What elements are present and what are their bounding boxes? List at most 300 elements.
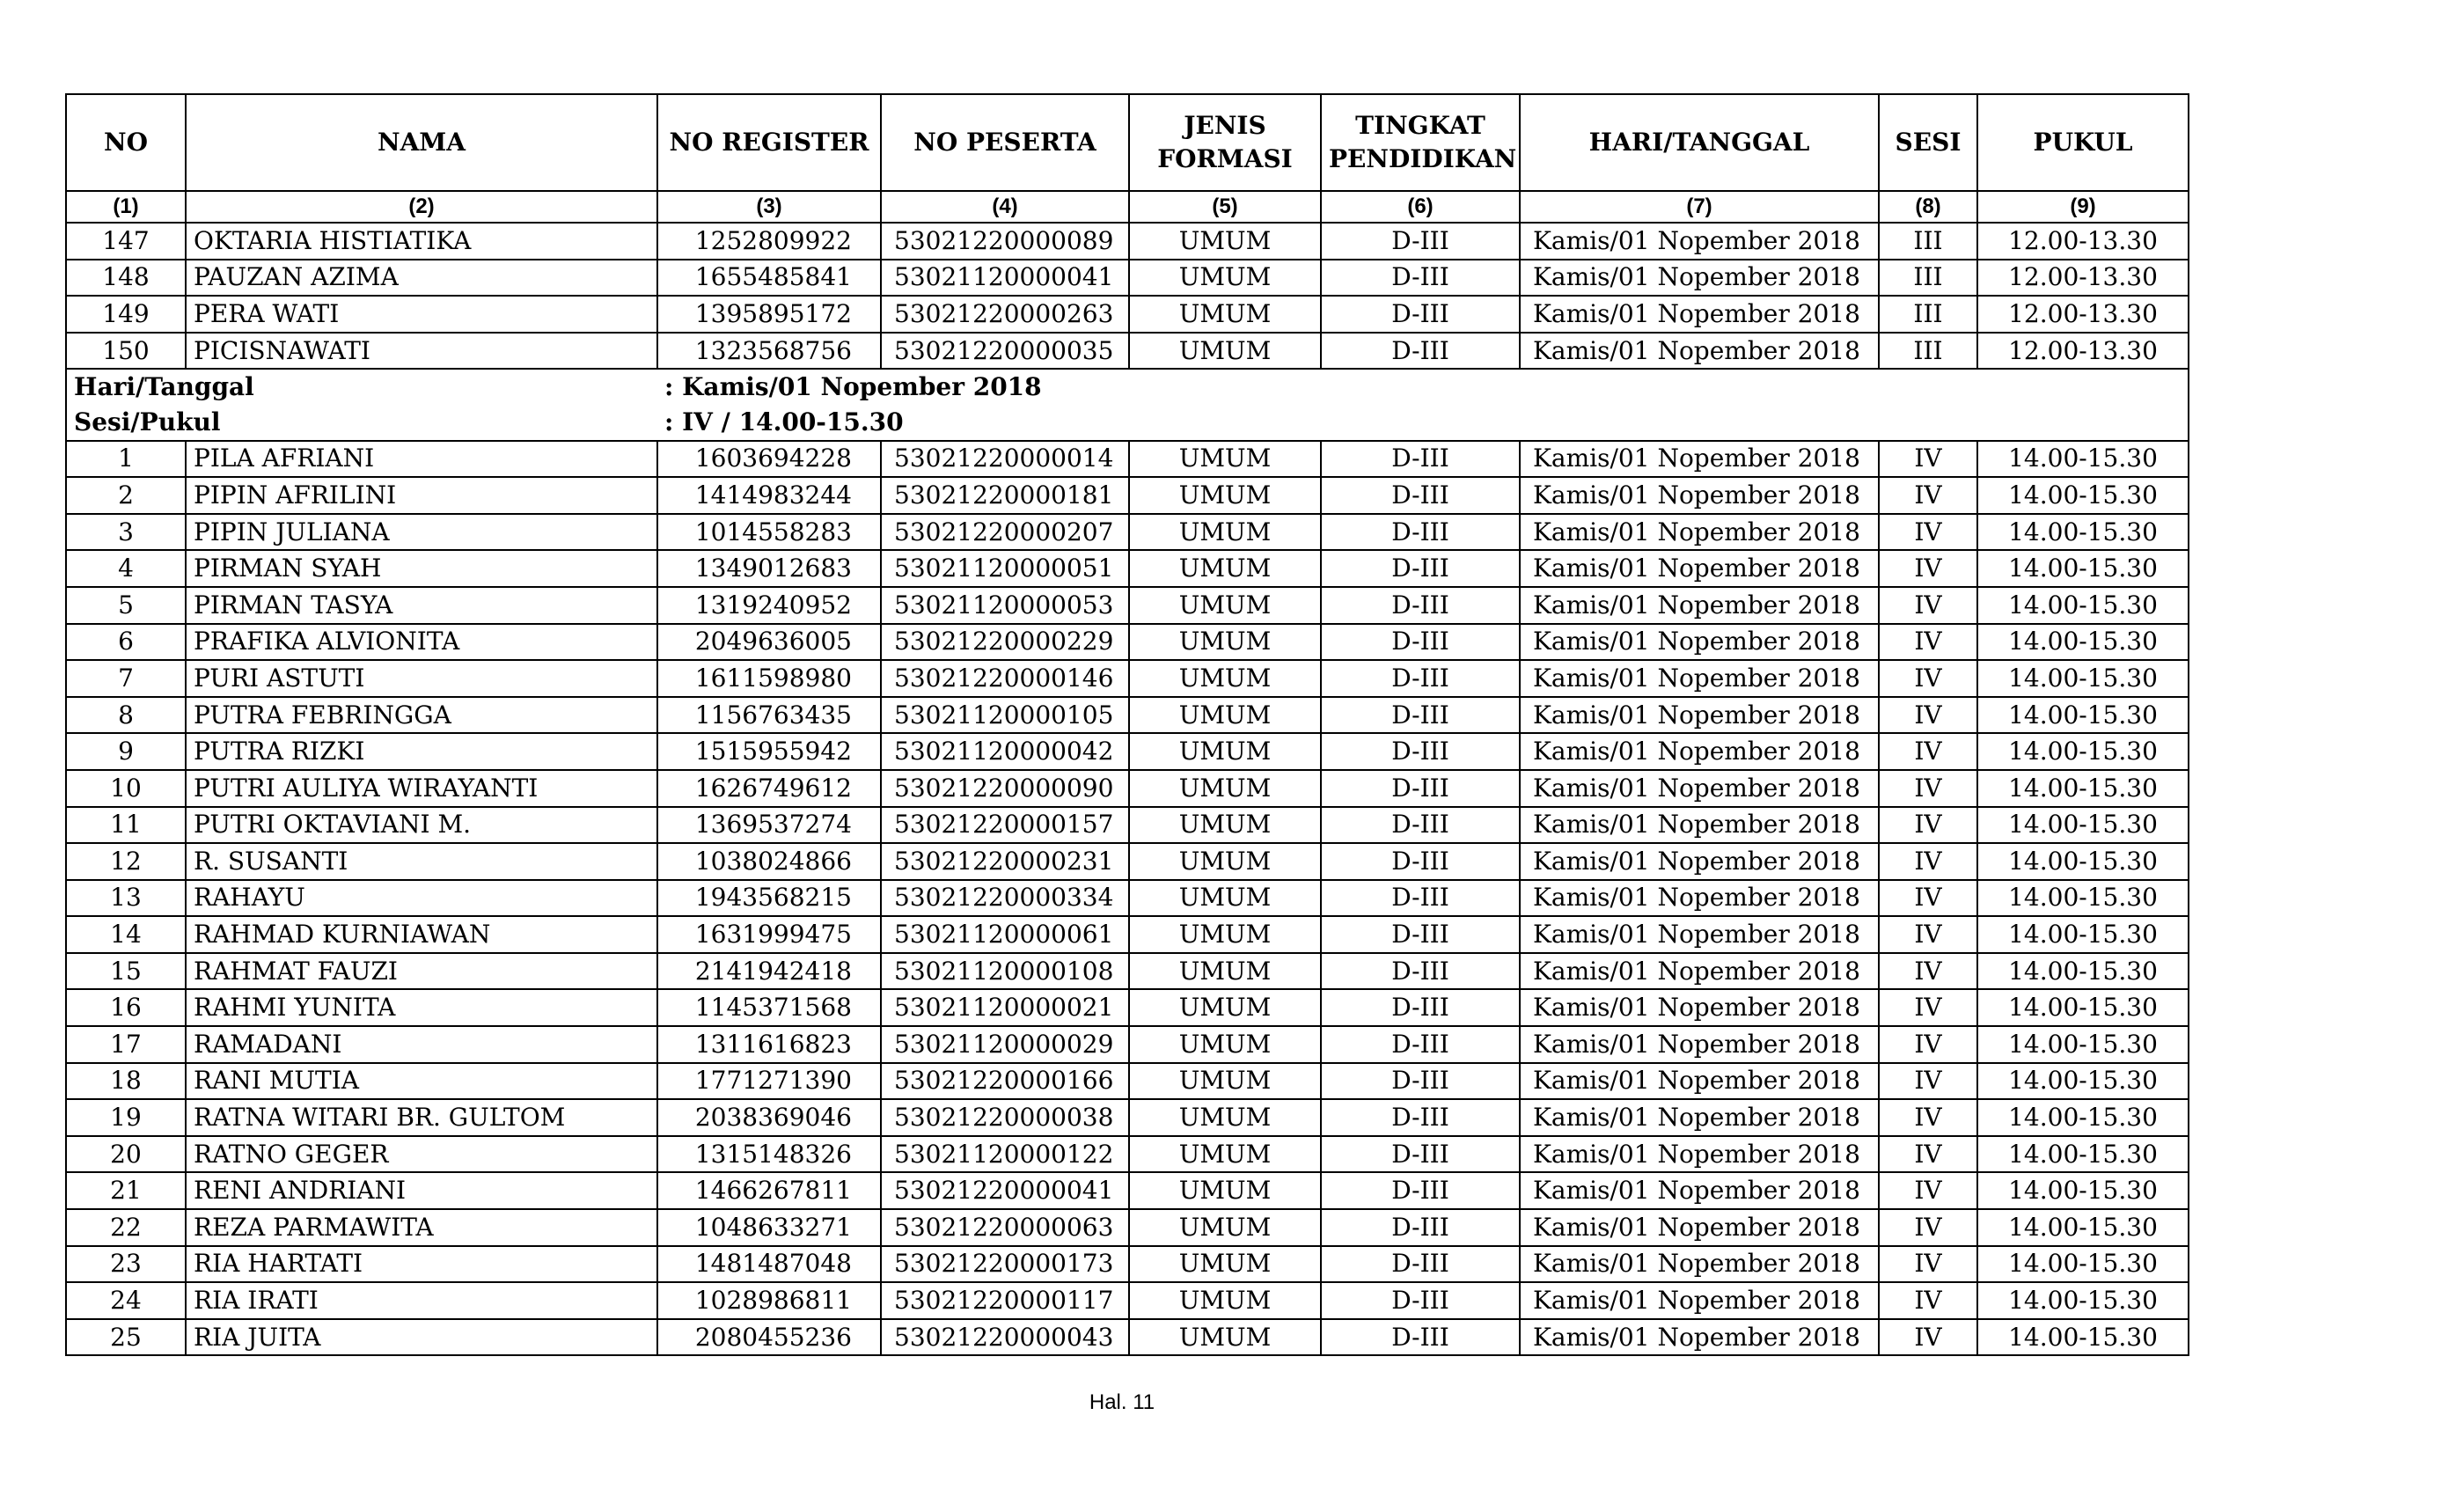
table-row: [66, 660, 2189, 697]
cell-nama: PUTRI AULIYA WIRAYANTI: [186, 770, 657, 807]
cell-no-peserta: 53021220000334: [881, 880, 1129, 917]
cell-no-register: 1038024866: [657, 843, 881, 880]
cell-nama: PIRMAN SYAH: [186, 550, 657, 587]
header-tingkat-pendidikan: TINGKAT PENDIDIKAN: [1321, 94, 1520, 191]
table-row: [66, 1063, 2189, 1100]
session-day-row: [66, 369, 2189, 405]
cell-no-peserta: 53021120000041: [881, 260, 1129, 297]
cell-no-peserta: 53021120000108: [881, 953, 1129, 990]
cell-nama: RANI MUTIA: [186, 1063, 657, 1100]
cell-no: 7: [66, 660, 186, 697]
cell-no: 4: [66, 550, 186, 587]
cell-no-peserta: 53021120000051: [881, 550, 1129, 587]
cell-tingkat-pendidikan: D-III: [1321, 1136, 1520, 1173]
cell-no: 18: [66, 1063, 186, 1100]
cell-tingkat-pendidikan: D-III: [1321, 660, 1520, 697]
cell-nama: RATNO GEGER: [186, 1136, 657, 1173]
cell-jenis-formasi: UMUM: [1129, 989, 1321, 1026]
cell-tingkat-pendidikan: D-III: [1321, 550, 1520, 587]
cell-tingkat-pendidikan: D-III: [1321, 477, 1520, 514]
table-row: [66, 441, 2189, 478]
cell-no-register: 1603694228: [657, 441, 881, 478]
cell-no-peserta: 53021220000263: [881, 296, 1129, 333]
cell-tingkat-pendidikan: D-III: [1321, 514, 1520, 551]
cell-jenis-formasi: UMUM: [1129, 916, 1321, 953]
cell-jenis-formasi: UMUM: [1129, 260, 1321, 297]
cell-jenis-formasi: UMUM: [1129, 296, 1321, 333]
column-number: (3): [657, 191, 881, 223]
cell-tingkat-pendidikan: D-III: [1321, 1099, 1520, 1136]
header-row: [66, 94, 2189, 191]
cell-pukul: 14.00-15.30: [1977, 1136, 2189, 1173]
cell-no: 25: [66, 1319, 186, 1356]
cell-no-peserta: 53021220000229: [881, 624, 1129, 661]
cell-no-register: 1466267811: [657, 1172, 881, 1209]
cell-nama: OKTARIA HISTIATIKA: [186, 223, 657, 260]
session-time-row: [66, 405, 2189, 441]
cell-hari-tanggal: Kamis/01 Nopember 2018: [1520, 296, 1879, 333]
cell-no-register: 1771271390: [657, 1063, 881, 1100]
cell-pukul: 12.00-13.30: [1977, 296, 2189, 333]
cell-no-peserta: 53021220000038: [881, 1099, 1129, 1136]
cell-nama: PIPIN JULIANA: [186, 514, 657, 551]
cell-sesi: IV: [1879, 660, 1977, 697]
cell-no-peserta: 53021220000166: [881, 1063, 1129, 1100]
cell-nama: PERA WATI: [186, 296, 657, 333]
cell-jenis-formasi: UMUM: [1129, 1136, 1321, 1173]
cell-nama: RAHAYU: [186, 880, 657, 917]
cell-tingkat-pendidikan: D-III: [1321, 1026, 1520, 1063]
cell-tingkat-pendidikan: D-III: [1321, 260, 1520, 297]
cell-hari-tanggal: Kamis/01 Nopember 2018: [1520, 1172, 1879, 1209]
column-number: (7): [1520, 191, 1879, 223]
cell-pukul: 14.00-15.30: [1977, 843, 2189, 880]
cell-sesi: IV: [1879, 953, 1977, 990]
cell-sesi: III: [1879, 260, 1977, 297]
cell-pukul: 14.00-15.30: [1977, 1099, 2189, 1136]
cell-no: 10: [66, 770, 186, 807]
cell-hari-tanggal: Kamis/01 Nopember 2018: [1520, 260, 1879, 297]
cell-no-peserta: 53021220000090: [881, 770, 1129, 807]
cell-no: 20: [66, 1136, 186, 1173]
cell-sesi: IV: [1879, 1063, 1977, 1100]
cell-sesi: IV: [1879, 1319, 1977, 1356]
header-no-peserta: NO PESERTA: [881, 94, 1129, 191]
cell-no: 3: [66, 514, 186, 551]
cell-hari-tanggal: Kamis/01 Nopember 2018: [1520, 916, 1879, 953]
cell-no: 17: [66, 1026, 186, 1063]
table-row: [66, 624, 2189, 661]
cell-pukul: 14.00-15.30: [1977, 880, 2189, 917]
header-nama: NAMA: [186, 94, 657, 191]
header-hari-tanggal: HARI/TANGGAL: [1520, 94, 1879, 191]
cell-tingkat-pendidikan: D-III: [1321, 624, 1520, 661]
cell-nama: RAHMAD KURNIAWAN: [186, 916, 657, 953]
cell-no-register: 2038369046: [657, 1099, 881, 1136]
cell-pukul: 14.00-15.30: [1977, 1282, 2189, 1319]
table-row: [66, 880, 2189, 917]
column-number: (5): [1129, 191, 1321, 223]
cell-hari-tanggal: Kamis/01 Nopember 2018: [1520, 1282, 1879, 1319]
cell-sesi: III: [1879, 223, 1977, 260]
cell-no: 149: [66, 296, 186, 333]
cell-sesi: IV: [1879, 697, 1977, 734]
cell-no-peserta: 53021220000043: [881, 1319, 1129, 1356]
cell-hari-tanggal: Kamis/01 Nopember 2018: [1520, 477, 1879, 514]
cell-sesi: III: [1879, 333, 1977, 370]
cell-pukul: 14.00-15.30: [1977, 697, 2189, 734]
cell-no-register: 1515955942: [657, 733, 881, 770]
table-row: [66, 1136, 2189, 1173]
cell-jenis-formasi: UMUM: [1129, 807, 1321, 844]
cell-sesi: IV: [1879, 1136, 1977, 1173]
session-info: [66, 369, 2189, 440]
cell-pukul: 14.00-15.30: [1977, 1026, 2189, 1063]
cell-jenis-formasi: UMUM: [1129, 843, 1321, 880]
table-row: [66, 296, 2189, 333]
cell-no-peserta: 53021220000231: [881, 843, 1129, 880]
cell-no: 148: [66, 260, 186, 297]
cell-hari-tanggal: Kamis/01 Nopember 2018: [1520, 1246, 1879, 1283]
cell-tingkat-pendidikan: D-III: [1321, 989, 1520, 1026]
table-row: [66, 333, 2189, 370]
cell-no-peserta: 53021220000157: [881, 807, 1129, 844]
cell-no-register: 1323568756: [657, 333, 881, 370]
cell-hari-tanggal: Kamis/01 Nopember 2018: [1520, 441, 1879, 478]
cell-sesi: III: [1879, 296, 1977, 333]
cell-hari-tanggal: Kamis/01 Nopember 2018: [1520, 587, 1879, 624]
table-row: [66, 514, 2189, 551]
cell-jenis-formasi: UMUM: [1129, 1063, 1321, 1100]
cell-no-register: 1414983244: [657, 477, 881, 514]
cell-sesi: IV: [1879, 477, 1977, 514]
cell-sesi: IV: [1879, 916, 1977, 953]
column-number: (9): [1977, 191, 2189, 223]
cell-jenis-formasi: UMUM: [1129, 624, 1321, 661]
cell-jenis-formasi: UMUM: [1129, 1282, 1321, 1319]
cell-sesi: IV: [1879, 1172, 1977, 1209]
cell-sesi: IV: [1879, 770, 1977, 807]
cell-nama: PILA AFRIANI: [186, 441, 657, 478]
table-row: [66, 1099, 2189, 1136]
cell-jenis-formasi: UMUM: [1129, 733, 1321, 770]
cell-pukul: 14.00-15.30: [1977, 550, 2189, 587]
cell-no: 9: [66, 733, 186, 770]
cell-tingkat-pendidikan: D-III: [1321, 1282, 1520, 1319]
cell-nama: PUTRI OKTAVIANI M.: [186, 807, 657, 844]
cell-nama: PUTRA RIZKI: [186, 733, 657, 770]
cell-no: 2: [66, 477, 186, 514]
table-row: [66, 989, 2189, 1026]
cell-nama: PIRMAN TASYA: [186, 587, 657, 624]
cell-nama: RIA IRATI: [186, 1282, 657, 1319]
cell-pukul: 14.00-15.30: [1977, 1319, 2189, 1356]
cell-nama: PICISNAWATI: [186, 333, 657, 370]
cell-no-peserta: 53021220000146: [881, 660, 1129, 697]
cell-sesi: IV: [1879, 624, 1977, 661]
cell-nama: REZA PARMAWITA: [186, 1209, 657, 1246]
cell-pukul: 14.00-15.30: [1977, 1209, 2189, 1246]
cell-no-peserta: 53021120000061: [881, 916, 1129, 953]
cell-sesi: IV: [1879, 733, 1977, 770]
cell-no: 6: [66, 624, 186, 661]
cell-no-peserta: 53021220000041: [881, 1172, 1129, 1209]
table-row: [66, 1026, 2189, 1063]
cell-tingkat-pendidikan: D-III: [1321, 1063, 1520, 1100]
table-row: [66, 223, 2189, 260]
cell-tingkat-pendidikan: D-III: [1321, 880, 1520, 917]
cell-tingkat-pendidikan: D-III: [1321, 1246, 1520, 1283]
cell-pukul: 14.00-15.30: [1977, 916, 2189, 953]
cell-no: 147: [66, 223, 186, 260]
cell-no-register: 1311616823: [657, 1026, 881, 1063]
cell-pukul: 14.00-15.30: [1977, 770, 2189, 807]
cell-jenis-formasi: UMUM: [1129, 880, 1321, 917]
cell-nama: RAHMI YUNITA: [186, 989, 657, 1026]
cell-hari-tanggal: Kamis/01 Nopember 2018: [1520, 514, 1879, 551]
cell-hari-tanggal: Kamis/01 Nopember 2018: [1520, 1319, 1879, 1356]
cell-no-register: 1481487048: [657, 1246, 881, 1283]
cell-pukul: 12.00-13.30: [1977, 260, 2189, 297]
cell-no: 150: [66, 333, 186, 370]
cell-nama: PIPIN AFRILINI: [186, 477, 657, 514]
cell-sesi: IV: [1879, 441, 1977, 478]
session-day-value: : Kamis/01 Nopember 2018: [657, 369, 2189, 405]
cell-tingkat-pendidikan: D-III: [1321, 697, 1520, 734]
table-row: [66, 587, 2189, 624]
cell-sesi: IV: [1879, 1026, 1977, 1063]
cell-jenis-formasi: UMUM: [1129, 1172, 1321, 1209]
cell-no-register: 1369537274: [657, 807, 881, 844]
cell-hari-tanggal: Kamis/01 Nopember 2018: [1520, 660, 1879, 697]
cell-hari-tanggal: Kamis/01 Nopember 2018: [1520, 1063, 1879, 1100]
cell-jenis-formasi: UMUM: [1129, 333, 1321, 370]
header-sesi: SESI: [1879, 94, 1977, 191]
cell-tingkat-pendidikan: D-III: [1321, 223, 1520, 260]
cell-pukul: 12.00-13.30: [1977, 223, 2189, 260]
cell-nama: PAUZAN AZIMA: [186, 260, 657, 297]
cell-no: 22: [66, 1209, 186, 1246]
cell-nama: PRAFIKA ALVIONITA: [186, 624, 657, 661]
cell-sesi: IV: [1879, 843, 1977, 880]
cell-no-peserta: 53021120000053: [881, 587, 1129, 624]
cell-jenis-formasi: UMUM: [1129, 223, 1321, 260]
cell-sesi: IV: [1879, 880, 1977, 917]
cell-no: 14: [66, 916, 186, 953]
cell-jenis-formasi: UMUM: [1129, 514, 1321, 551]
cell-sesi: IV: [1879, 587, 1977, 624]
cell-no: 5: [66, 587, 186, 624]
cell-pukul: 14.00-15.30: [1977, 660, 2189, 697]
cell-tingkat-pendidikan: D-III: [1321, 733, 1520, 770]
header-no: NO: [66, 94, 186, 191]
table-row: [66, 697, 2189, 734]
table-row: [66, 1172, 2189, 1209]
cell-pukul: 14.00-15.30: [1977, 441, 2189, 478]
cell-tingkat-pendidikan: D-III: [1321, 441, 1520, 478]
cell-no-register: 1626749612: [657, 770, 881, 807]
cell-no: 24: [66, 1282, 186, 1319]
table-row: [66, 1282, 2189, 1319]
cell-sesi: IV: [1879, 989, 1977, 1026]
cell-nama: RIA JUITA: [186, 1319, 657, 1356]
cell-tingkat-pendidikan: D-III: [1321, 916, 1520, 953]
cell-nama: RIA HARTATI: [186, 1246, 657, 1283]
cell-nama: RAMADANI: [186, 1026, 657, 1063]
cell-tingkat-pendidikan: D-III: [1321, 953, 1520, 990]
session-time-value: : IV / 14.00-15.30: [657, 405, 2189, 441]
cell-sesi: IV: [1879, 550, 1977, 587]
table-row: [66, 1319, 2189, 1356]
cell-no-peserta: 53021220000035: [881, 333, 1129, 370]
header-jenis-formasi: JENIS FORMASI: [1129, 94, 1321, 191]
cell-hari-tanggal: Kamis/01 Nopember 2018: [1520, 989, 1879, 1026]
column-number: (6): [1321, 191, 1520, 223]
cell-hari-tanggal: Kamis/01 Nopember 2018: [1520, 843, 1879, 880]
cell-no-register: 1014558283: [657, 514, 881, 551]
cell-jenis-formasi: UMUM: [1129, 1319, 1321, 1356]
cell-no-peserta: 53021220000181: [881, 477, 1129, 514]
column-number: (8): [1879, 191, 1977, 223]
cell-jenis-formasi: UMUM: [1129, 441, 1321, 478]
cell-no: 19: [66, 1099, 186, 1136]
cell-no-register: 1611598980: [657, 660, 881, 697]
cell-no-register: 1028986811: [657, 1282, 881, 1319]
cell-hari-tanggal: Kamis/01 Nopember 2018: [1520, 1099, 1879, 1136]
cell-tingkat-pendidikan: D-III: [1321, 1172, 1520, 1209]
cell-hari-tanggal: Kamis/01 Nopember 2018: [1520, 624, 1879, 661]
table-row: [66, 260, 2189, 297]
table-row: [66, 550, 2189, 587]
cell-jenis-formasi: UMUM: [1129, 660, 1321, 697]
cell-sesi: IV: [1879, 1209, 1977, 1246]
header-pukul: PUKUL: [1977, 94, 2189, 191]
cell-nama: R. SUSANTI: [186, 843, 657, 880]
cell-nama: RAHMAT FAUZI: [186, 953, 657, 990]
page-number: Hal. 11: [1089, 1390, 1155, 1414]
cell-no-register: 1145371568: [657, 989, 881, 1026]
cell-sesi: IV: [1879, 1282, 1977, 1319]
column-number: (4): [881, 191, 1129, 223]
cell-nama: RATNA WITARI BR. GULTOM: [186, 1099, 657, 1136]
cell-no: 21: [66, 1172, 186, 1209]
cell-no: 12: [66, 843, 186, 880]
cell-no-register: 1655485841: [657, 260, 881, 297]
cell-no-peserta: 53021220000014: [881, 441, 1129, 478]
cell-no: 16: [66, 989, 186, 1026]
cell-jenis-formasi: UMUM: [1129, 1026, 1321, 1063]
cell-no-register: 2141942418: [657, 953, 881, 990]
cell-hari-tanggal: Kamis/01 Nopember 2018: [1520, 807, 1879, 844]
cell-no-peserta: 53021220000089: [881, 223, 1129, 260]
cell-jenis-formasi: UMUM: [1129, 1246, 1321, 1283]
cell-pukul: 14.00-15.30: [1977, 953, 2189, 990]
cell-no-peserta: 53021120000021: [881, 989, 1129, 1026]
cell-tingkat-pendidikan: D-III: [1321, 1319, 1520, 1356]
cell-hari-tanggal: Kamis/01 Nopember 2018: [1520, 333, 1879, 370]
rows-session-iii: [66, 223, 2189, 369]
cell-jenis-formasi: UMUM: [1129, 550, 1321, 587]
cell-no-peserta: 53021120000122: [881, 1136, 1129, 1173]
table-row: [66, 953, 2189, 990]
cell-no-register: 2080455236: [657, 1319, 881, 1356]
cell-no-peserta: 53021220000207: [881, 514, 1129, 551]
cell-jenis-formasi: UMUM: [1129, 697, 1321, 734]
cell-hari-tanggal: Kamis/01 Nopember 2018: [1520, 953, 1879, 990]
cell-hari-tanggal: Kamis/01 Nopember 2018: [1520, 880, 1879, 917]
cell-tingkat-pendidikan: D-III: [1321, 587, 1520, 624]
cell-pukul: 14.00-15.30: [1977, 477, 2189, 514]
cell-no: 8: [66, 697, 186, 734]
cell-jenis-formasi: UMUM: [1129, 1099, 1321, 1136]
session-time-label: Sesi/Pukul: [66, 405, 657, 441]
cell-no-peserta: 53021220000117: [881, 1282, 1129, 1319]
table-row: [66, 733, 2189, 770]
cell-hari-tanggal: Kamis/01 Nopember 2018: [1520, 697, 1879, 734]
cell-tingkat-pendidikan: D-III: [1321, 843, 1520, 880]
cell-no-register: 1395895172: [657, 296, 881, 333]
column-number-row: [66, 191, 2189, 223]
cell-no-peserta: 53021220000063: [881, 1209, 1129, 1246]
cell-sesi: IV: [1879, 807, 1977, 844]
participant-table: [65, 93, 2189, 1356]
cell-tingkat-pendidikan: D-III: [1321, 807, 1520, 844]
cell-jenis-formasi: UMUM: [1129, 770, 1321, 807]
cell-no-register: 1156763435: [657, 697, 881, 734]
cell-pukul: 14.00-15.30: [1977, 1172, 2189, 1209]
cell-tingkat-pendidikan: D-III: [1321, 1209, 1520, 1246]
cell-nama: PURI ASTUTI: [186, 660, 657, 697]
cell-hari-tanggal: Kamis/01 Nopember 2018: [1520, 770, 1879, 807]
header-no-register: NO REGISTER: [657, 94, 881, 191]
table-row: [66, 1209, 2189, 1246]
cell-hari-tanggal: Kamis/01 Nopember 2018: [1520, 733, 1879, 770]
cell-sesi: IV: [1879, 514, 1977, 551]
table-row: [66, 1246, 2189, 1283]
cell-pukul: 14.00-15.30: [1977, 807, 2189, 844]
cell-no-register: 1631999475: [657, 916, 881, 953]
cell-tingkat-pendidikan: D-III: [1321, 333, 1520, 370]
column-number: (2): [186, 191, 657, 223]
table-row: [66, 843, 2189, 880]
cell-no: 23: [66, 1246, 186, 1283]
cell-jenis-formasi: UMUM: [1129, 1209, 1321, 1246]
cell-nama: RENI ANDRIANI: [186, 1172, 657, 1209]
cell-hari-tanggal: Kamis/01 Nopember 2018: [1520, 1026, 1879, 1063]
cell-no: 11: [66, 807, 186, 844]
cell-pukul: 14.00-15.30: [1977, 733, 2189, 770]
cell-no-peserta: 53021120000029: [881, 1026, 1129, 1063]
table-row: [66, 477, 2189, 514]
cell-no: 1: [66, 441, 186, 478]
cell-pukul: 14.00-15.30: [1977, 1246, 2189, 1283]
cell-jenis-formasi: UMUM: [1129, 587, 1321, 624]
cell-no-register: 1319240952: [657, 587, 881, 624]
cell-no-peserta: 53021120000105: [881, 697, 1129, 734]
cell-no-register: 1943568215: [657, 880, 881, 917]
cell-pukul: 14.00-15.30: [1977, 989, 2189, 1026]
cell-sesi: IV: [1879, 1246, 1977, 1283]
cell-hari-tanggal: Kamis/01 Nopember 2018: [1520, 1136, 1879, 1173]
cell-no-register: 1349012683: [657, 550, 881, 587]
cell-no-peserta: 53021220000173: [881, 1246, 1129, 1283]
column-number: (1): [66, 191, 186, 223]
cell-pukul: 14.00-15.30: [1977, 624, 2189, 661]
cell-pukul: 14.00-15.30: [1977, 514, 2189, 551]
cell-no-peserta: 53021120000042: [881, 733, 1129, 770]
session-day-label: Hari/Tanggal: [66, 369, 657, 405]
cell-pukul: 14.00-15.30: [1977, 587, 2189, 624]
